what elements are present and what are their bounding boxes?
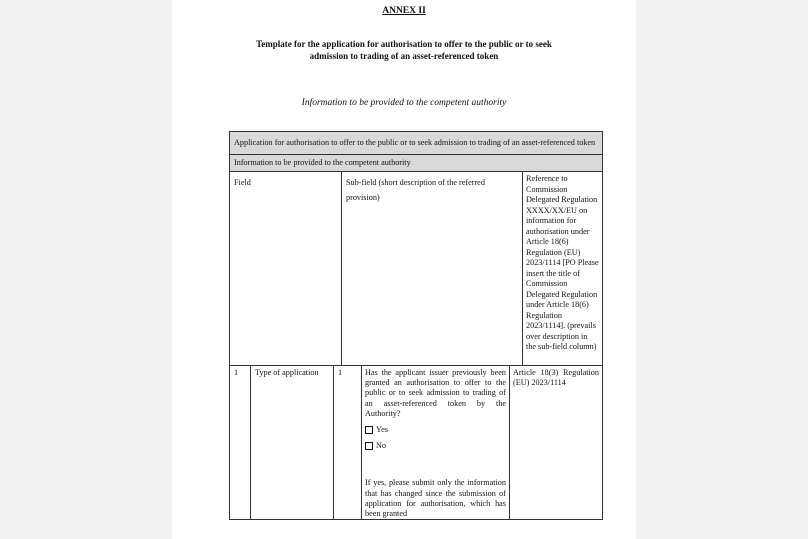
table-row-application-title: Application for authorisation to offer to the public or to seek admission to trading of an asset-referenced token: [230, 132, 602, 155]
document-title-line-1: Template for the application for authorisation to offer to the public or to seek: [256, 39, 552, 49]
row-note: If yes, please submit only the information that has changed since the submission of application for authorisation, which has been granted: [365, 478, 506, 519]
document-page: [172, 0, 636, 539]
annex-title: ANNEX II: [382, 6, 426, 16]
checkbox-no-icon[interactable]: [365, 442, 373, 450]
table-header-row: [230, 172, 602, 366]
checkbox-yes-icon[interactable]: [365, 426, 373, 434]
row-subfield-number: 1: [334, 366, 362, 519]
row-field-name: Type of application: [251, 366, 334, 519]
table-row-information-title: Information to be provided to the competent authority: [230, 155, 602, 172]
row-reference: Article 18(3) Regulation (EU) 2023/1114: [513, 368, 599, 388]
option-yes-label: Yes: [376, 425, 388, 435]
document-title-line-2: admission to trading of an asset-referenced token: [309, 51, 499, 61]
option-no[interactable]: [365, 441, 506, 451]
header-field: Field: [230, 172, 342, 365]
option-yes[interactable]: [365, 425, 506, 435]
document-subtitle: Information to be provided to the competent authority: [301, 98, 507, 108]
document-title: [212, 38, 596, 62]
header-reference: Reference to Commission Delegated Regulation XXXX/XX/EU on information for authorisation under Article 18(6) Regulation (EU) 2023/1114 [PO Please insert the title of Commission Delegated Regulation under Article 18(6) Regulation 2023/1114]. (prevails over description in the sub-field column): [526, 174, 599, 351]
row-number: 1: [230, 366, 251, 519]
application-table: [229, 131, 603, 520]
row-subfield-content: [362, 366, 510, 519]
row-question: Has the applicant issuer previously been granted an authorisation to offer to the public or to seek admission to trading of an asset-referenced token by the Authority?: [365, 368, 506, 418]
table-row: [230, 366, 602, 519]
option-no-label: No: [376, 441, 387, 451]
header-subfield: Sub-field (short description of the referred provision): [342, 172, 523, 365]
